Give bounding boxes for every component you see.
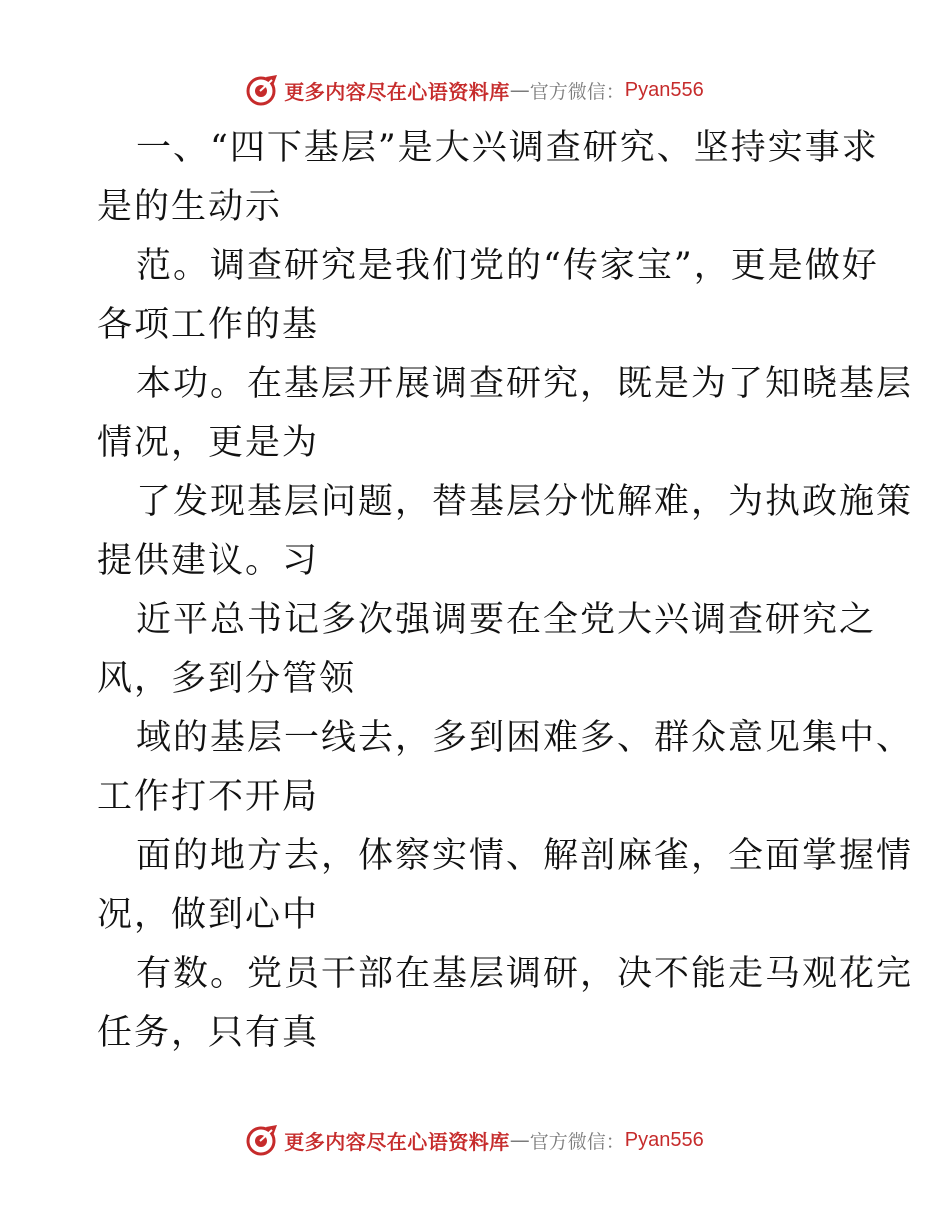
body-line: 情况，更是为 [97, 423, 320, 463]
body-line: 有数。党员干部在基层调研，决不能走马观花完 [136, 954, 914, 994]
footer-separator: — [509, 1128, 530, 1152]
document-body [97, 119, 914, 1063]
brand-logo-icon [246, 73, 280, 107]
body-line: 范。调查研究是我们党的“传家宝”，更是做好 [136, 246, 879, 286]
footer-site-text: 更多内容尽在心语资料库 [284, 1129, 510, 1154]
body-line: 任务，只有真 [97, 1013, 320, 1053]
body-line: 一、“四下基层”是大兴调查研究、坚持实事求 [136, 128, 879, 168]
header-wechat-id: Pyan556 [624, 78, 704, 101]
body-line: 工作打不开局 [97, 777, 320, 817]
brand-logo-icon [246, 1123, 280, 1157]
body-line: 是的生动示 [97, 187, 283, 227]
body-line: 域的基层一线去，多到困难多、群众意见集中、 [136, 718, 914, 758]
header-banner [0, 70, 950, 110]
body-line: 提供建议。习 [97, 541, 320, 581]
body-line: 况，做到心中 [97, 895, 320, 935]
body-line: 风，多到分管领 [97, 659, 357, 699]
footer-wechat-id: Pyan556 [624, 1128, 704, 1151]
body-line: 面的地方去，体察实情、解剖麻雀，全面掌握情 [136, 836, 914, 876]
header-wechat-label: 官方微信： [529, 80, 625, 103]
body-line: 本功。在基层开展调查研究，既是为了知晓基层 [136, 364, 914, 404]
body-line: 近平总书记多次强调要在全党大兴调查研究之 [136, 600, 877, 640]
body-line: 各项工作的基 [97, 305, 320, 345]
footer-banner [0, 1120, 950, 1160]
header-site-text: 更多内容尽在心语资料库 [284, 79, 510, 104]
body-line: 了发现基层问题，替基层分忧解难，为执政施策 [136, 482, 914, 522]
footer-wechat-label: 官方微信： [529, 1130, 625, 1153]
header-separator: — [509, 78, 530, 102]
